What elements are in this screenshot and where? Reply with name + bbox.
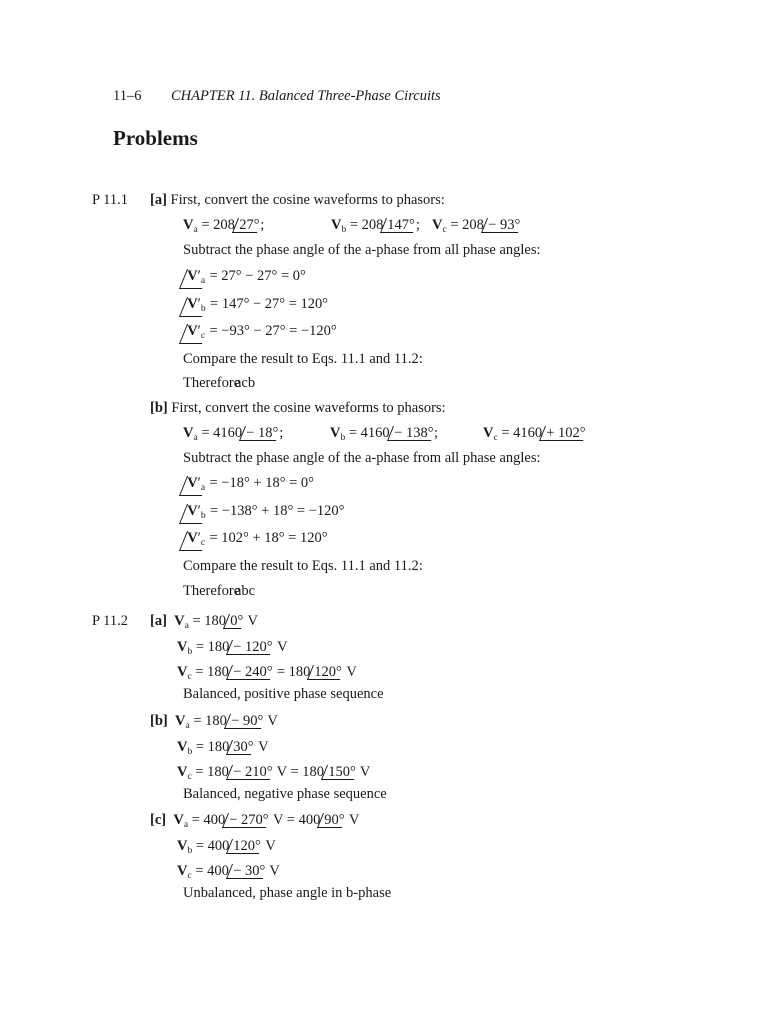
phasor-vb: $V_b = 4160 - 138^\circ$; [330, 425, 439, 443]
part-tag: [b] [150, 400, 168, 416]
subtract-text: Subtract the phase angle of the a-phase from all phase angles: [183, 450, 541, 466]
part-c-vb: $V_b = 400$ 120° V [177, 838, 276, 856]
chapter-title: CHAPTER 11. Balanced Three-Phase Circuits [171, 88, 441, 104]
part-b-vb: $V_b = 180$ 30° V [177, 739, 269, 757]
part-b-va: [b] $V_a = 180 - 90^\circ$ V [150, 713, 278, 731]
section-title: Problems [113, 126, 198, 150]
running-head [113, 87, 441, 105]
angle-va: $V'_a = -18^\circ + 18^\circ = 0^\circ$ [183, 474, 314, 496]
conclusion: Thereforeacb [183, 375, 256, 391]
part-b-intro [150, 399, 446, 417]
intro-text: First, convert the cosine waveforms to phasors: [171, 400, 446, 416]
part-b-vc: $V_c = 180 - 210^\circ$ V = 180 150° V [177, 764, 371, 782]
subtract-text: Subtract the phase angle of the a-phase from all phase angles: [183, 242, 541, 258]
part-a-vb: $V_b = 180 - 120^\circ$ V [177, 639, 288, 657]
page-number: 11–6 [113, 88, 142, 104]
part-a-intro [150, 191, 445, 209]
part-tag: [a] [150, 192, 167, 208]
angle-vb: $V'_b = 147^\circ - 27^\circ = 120^\circ$ [183, 295, 328, 317]
phasor-va: $V_a = 4160 - 18^\circ$; [183, 425, 284, 443]
problem-label-11-2: P 11.2 [92, 613, 128, 629]
sequence-result: acb [235, 375, 256, 391]
angle-vb: $V'_b = -138^\circ + 18^\circ = -120^\circ$ [183, 502, 344, 524]
result-text: Balanced, positive phase sequence [183, 686, 384, 702]
compare-text: Compare the result to Eqs. 11.1 and 11.2: [183, 558, 423, 574]
intro-text: First, convert the cosine waveforms to phasors: [170, 192, 445, 208]
phasor-vc: $V_c = 208 - 93^\circ$ [432, 216, 521, 239]
result-text: Balanced, negative phase sequence [183, 786, 387, 802]
phasor-vc: $V_c = 4160 + 102^\circ$ [483, 424, 587, 447]
problem-label-11-1: P 11.1 [92, 192, 128, 208]
part-c-vc: $V_c = 400 - 30^\circ$ V [177, 863, 280, 881]
result-text: Unbalanced, phase angle in b-phase [183, 885, 392, 901]
phasor-va: $V_a = 208$ 27°; [183, 217, 265, 235]
angle-vc: $V'_c = 102^\circ + 18^\circ = 120^\circ$ [183, 529, 328, 551]
compare-text: Compare the result to Eqs. 11.1 and 11.2: [183, 351, 423, 367]
part-c-va: [c] $V_a = 400 - 270^\circ$ V = 400 90° V [150, 812, 360, 830]
part-a-vc: $V_c = 180 - 240^\circ = 180$ 120° V [177, 664, 357, 682]
part-a-va: [a] $V_a = 180$ 0° V [150, 613, 258, 631]
angle-va: $V'_a = 27^\circ - 27^\circ = 0^\circ$ [183, 267, 306, 289]
angle-vc: $V'_c = -93^\circ - 27^\circ = -120^\circ$ [183, 322, 337, 344]
sequence-result: abc [235, 583, 256, 599]
conclusion: Thereforeabc [183, 583, 256, 599]
phasor-vb: $V_b = 208$ 147°; [331, 217, 421, 235]
